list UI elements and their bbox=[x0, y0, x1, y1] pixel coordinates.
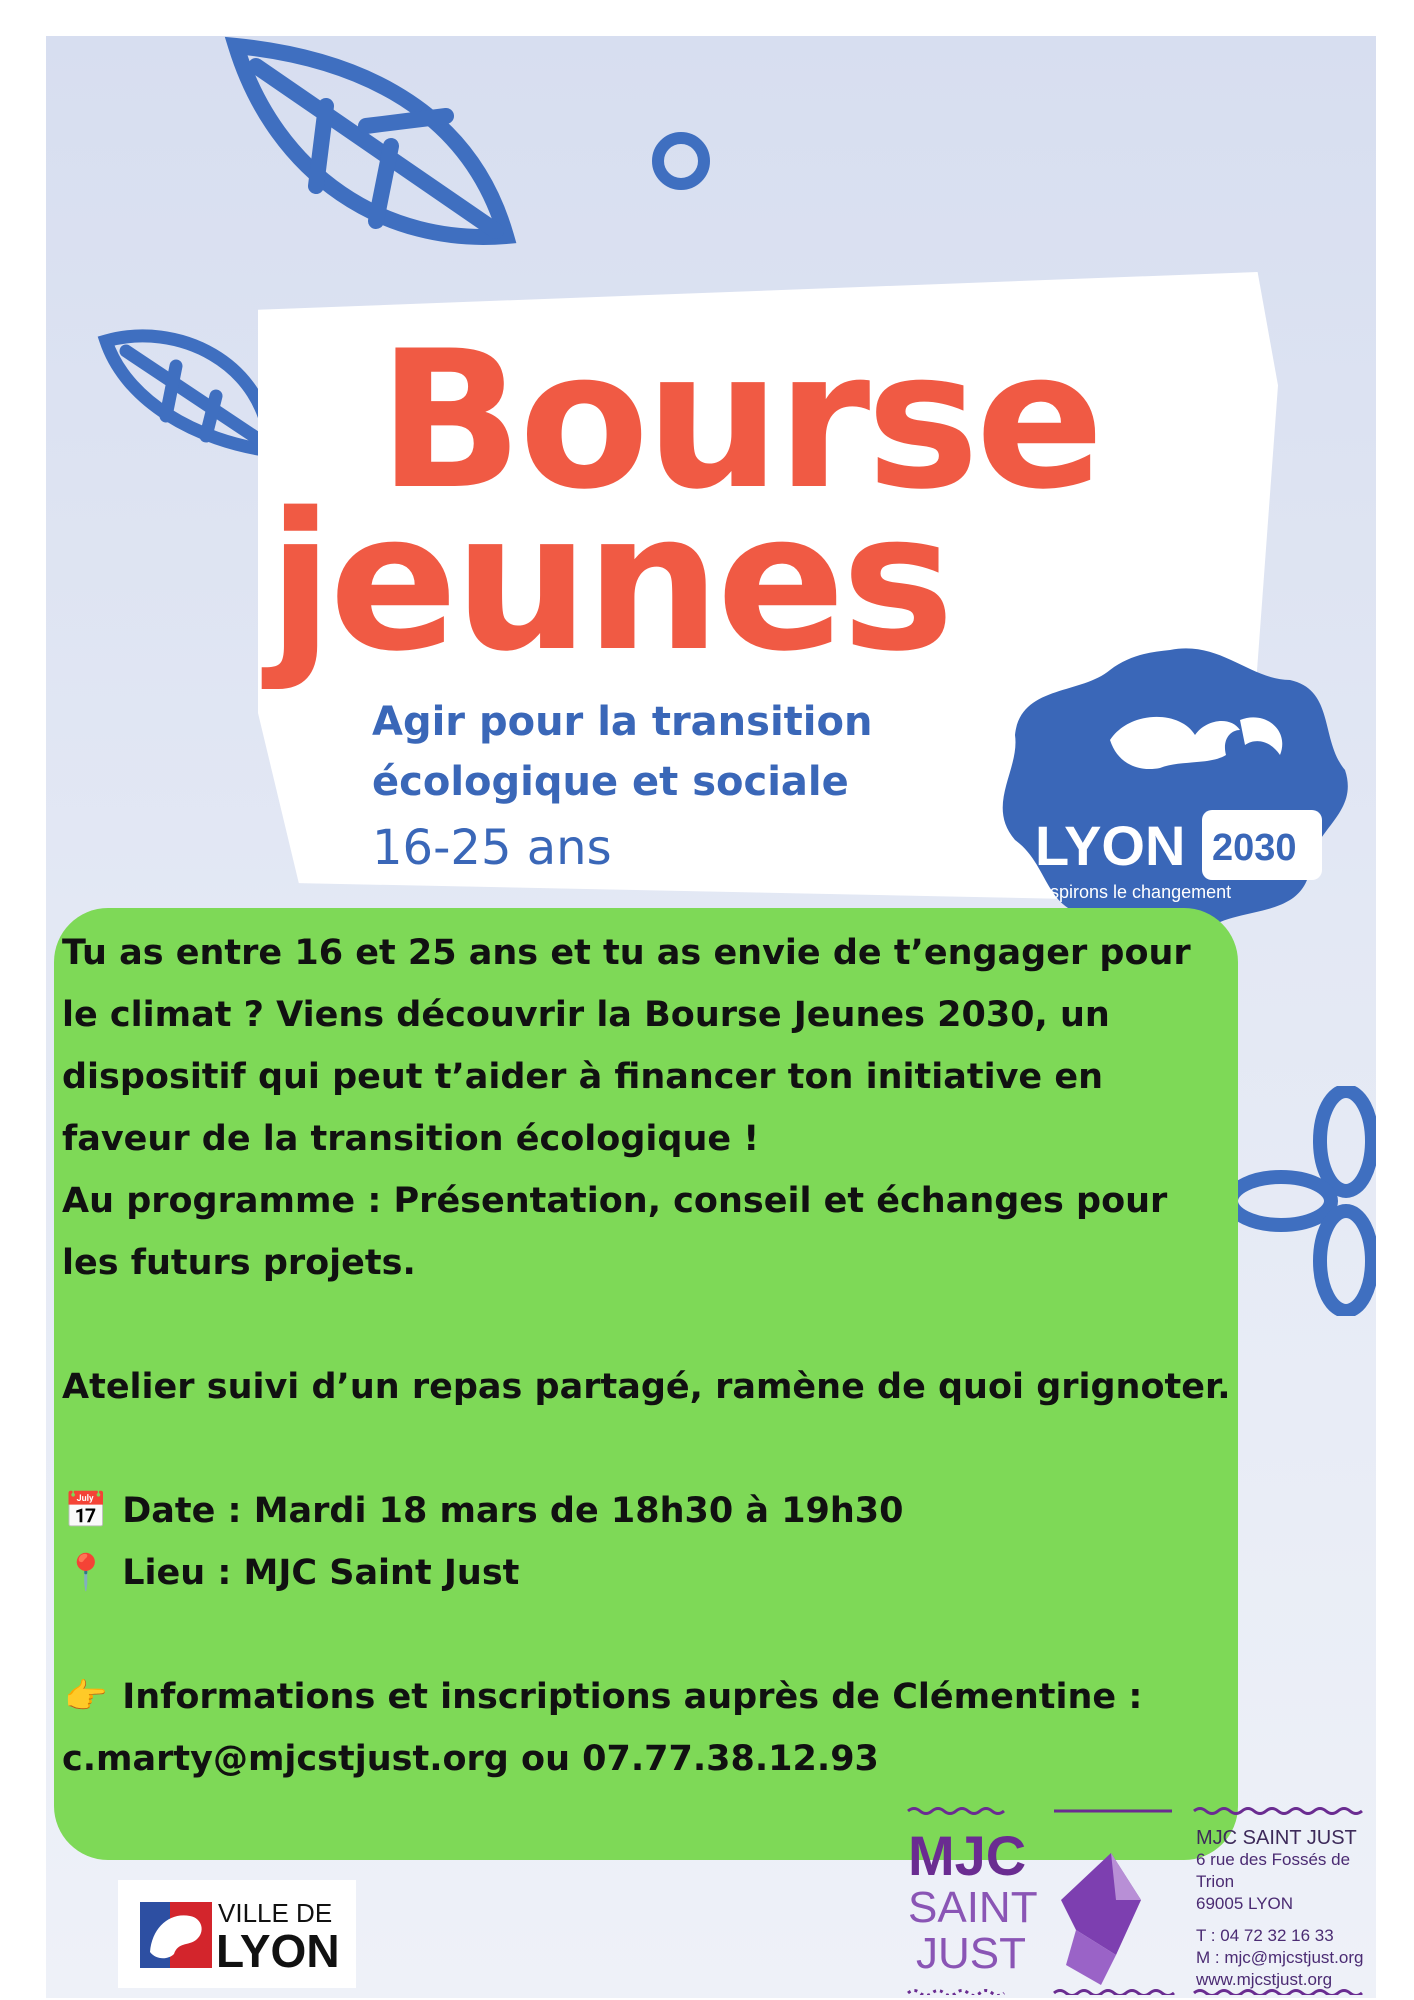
badge-year: 2030 bbox=[1212, 827, 1297, 869]
lyon-2030-badge bbox=[990, 640, 1350, 940]
date-line bbox=[62, 1480, 1232, 1542]
lieu-line bbox=[62, 1542, 1232, 1604]
ville-de-lyon-logo bbox=[118, 1880, 356, 1988]
flower-decoration-icon bbox=[1226, 1086, 1376, 1316]
mjc-contact-info bbox=[1196, 1827, 1386, 1991]
poster-title bbox=[268, 310, 1248, 693]
mjc-logo-line-1: MJC bbox=[908, 1824, 1027, 1887]
circle-decoration-icon bbox=[646, 126, 716, 196]
atelier-paragraph: Atelier suivi d’un repas partagé, ramène de quoi grignoter. bbox=[62, 1367, 1231, 1407]
subtitle-line-1: Agir pour la transition bbox=[372, 699, 873, 745]
small-leaf-icon bbox=[96, 321, 286, 471]
badge-city: LYON bbox=[1035, 814, 1186, 877]
info-line bbox=[62, 1666, 1232, 1728]
event-description bbox=[62, 922, 1232, 1790]
lyon-lion-icon bbox=[140, 1902, 212, 1968]
title-line-1: Bourse bbox=[378, 310, 1101, 531]
lieu-text: Lieu : MJC Saint Just bbox=[122, 1553, 520, 1593]
mjc-logo-line-3: JUST bbox=[916, 1929, 1026, 1978]
date-text: Date : Mardi 18 mars de 18h30 à 19h30 bbox=[122, 1491, 904, 1531]
mjc-logo-line-2: SAINT bbox=[908, 1883, 1038, 1932]
contact-line: c.marty@mjcstjust.org ou 07.77.38.12.93 bbox=[62, 1739, 879, 1779]
pointing-hand-icon: 👉 bbox=[64, 1677, 108, 1717]
mjc-website: www.mjcstjust.org bbox=[1196, 1970, 1333, 1989]
title-line-2: jeunes bbox=[268, 472, 951, 693]
leaf-decoration-icon bbox=[216, 36, 536, 276]
mjc-name: MJC SAINT JUST bbox=[1196, 1827, 1357, 1849]
badge-tagline: Inspirons le changement bbox=[1035, 882, 1232, 902]
ville-de-label: VILLE DE bbox=[218, 1898, 333, 1928]
info-text: Informations et inscriptions auprès de Clémentine : bbox=[122, 1677, 1143, 1717]
calendar-icon: 📅 bbox=[64, 1491, 108, 1531]
mjc-address-1: 6 rue des Fossés de Trion bbox=[1196, 1850, 1351, 1891]
pin-icon: 📍 bbox=[64, 1553, 108, 1593]
lyon-label: LYON bbox=[216, 1925, 340, 1977]
mjc-phone: T : 04 72 32 16 33 bbox=[1196, 1926, 1334, 1945]
mjc-address-2: 69005 LYON bbox=[1196, 1894, 1294, 1913]
programme-paragraph: Au programme : Présentation, conseil et échanges pour les futurs projets. bbox=[62, 1181, 1168, 1283]
intro-paragraph: Tu as entre 16 et 25 ans et tu as envie de t’engager pour le climat ? Viens découvrir la Bourse Jeunes 2030, un dispositif qui peut t’aider à financer ton initiative en faveur de la transition écologique ! bbox=[62, 933, 1191, 1159]
mjc-saint-just-block bbox=[906, 1805, 1386, 1995]
subtitle-line-2: écologique et sociale bbox=[372, 759, 849, 805]
mjc-email: M : mjc@mjcstjust.org bbox=[1196, 1948, 1364, 1967]
age-range: 16-25 ans bbox=[372, 820, 612, 876]
subtitle bbox=[372, 692, 872, 812]
